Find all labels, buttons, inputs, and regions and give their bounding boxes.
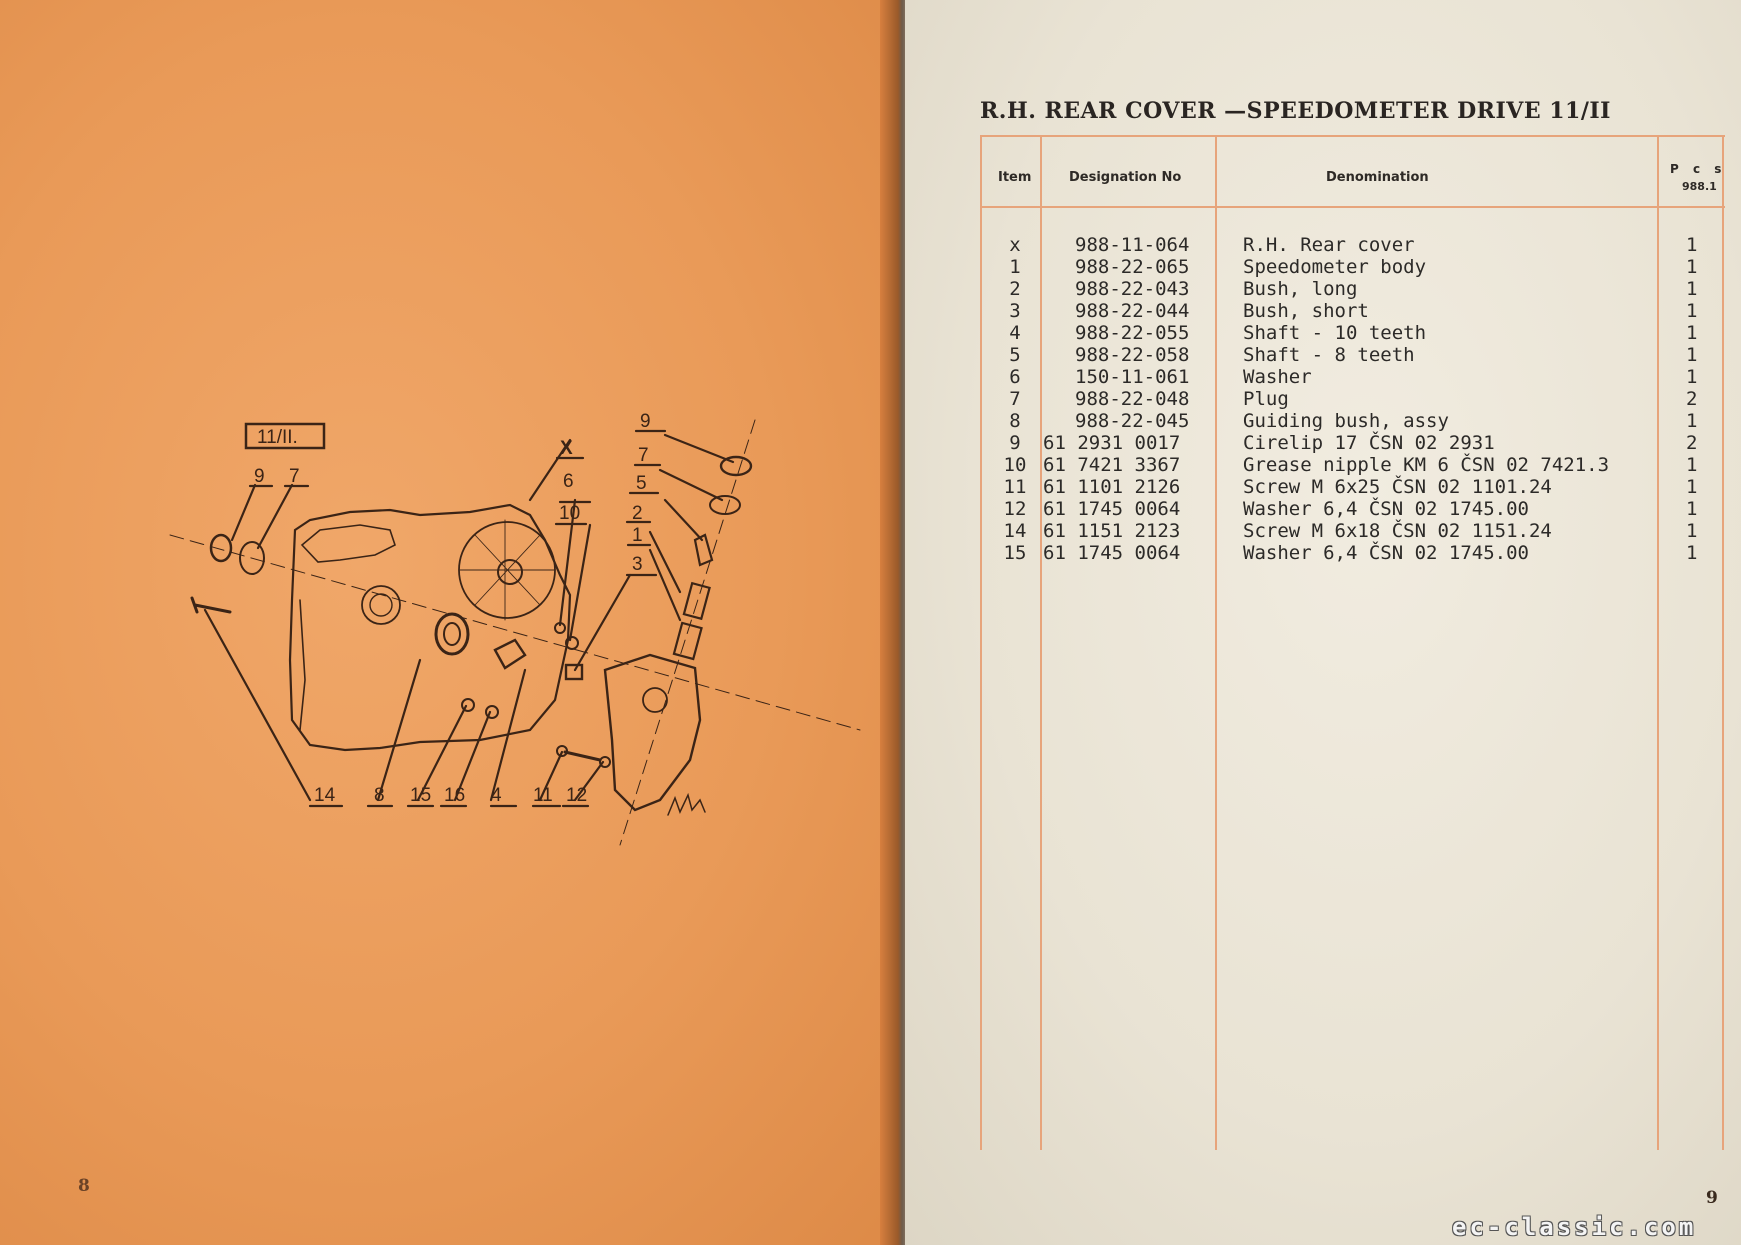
callout-10: 10	[559, 503, 581, 524]
table-row	[0, 344, 1741, 366]
table-top-rule	[980, 135, 1725, 137]
table-row	[0, 432, 1741, 454]
cell-qty: 1	[1686, 366, 1698, 388]
callout-4: 4	[491, 785, 502, 806]
callout-8: 8	[374, 785, 385, 806]
cell-qty: 2	[1686, 432, 1698, 454]
cell-item: 14	[1003, 520, 1027, 542]
table-row	[0, 278, 1741, 300]
table-row	[0, 454, 1741, 476]
cell-qty: 1	[1686, 322, 1698, 344]
cell-qty: 1	[1686, 476, 1698, 498]
callout-2: 2	[632, 503, 643, 524]
cell-item: 3	[1009, 300, 1021, 322]
cell-item: 5	[1009, 344, 1021, 366]
table-row	[0, 542, 1741, 564]
cell-designation: 988-22-048	[1075, 388, 1190, 410]
cell-qty: 1	[1686, 454, 1698, 476]
page-number-left: 8	[78, 1176, 90, 1196]
cell-denomination: Washer 6,4 ČSN 02 1745.00	[1243, 498, 1529, 520]
cell-designation: 150-11-061	[1075, 366, 1190, 388]
table-row	[0, 498, 1741, 520]
cell-denomination: Washer 6,4 ČSN 02 1745.00	[1243, 542, 1529, 564]
cell-denomination: Screw M 6x18 ČSN 02 1151.24	[1243, 520, 1552, 542]
table-row	[0, 410, 1741, 432]
cell-designation: 61 1101 2126	[1043, 476, 1181, 498]
header-pcs: P c s	[1670, 162, 1727, 176]
cell-item: 9	[1009, 432, 1021, 454]
cell-item: 11	[1003, 476, 1027, 498]
callout-7-right: 7	[638, 445, 649, 466]
cell-qty: 1	[1686, 498, 1698, 520]
table-row	[0, 256, 1741, 278]
speedometer-body	[605, 655, 700, 810]
cell-denomination: Bush, short	[1243, 300, 1369, 322]
cell-designation: 61 1745 0064	[1043, 498, 1181, 520]
cell-denomination: Bush, long	[1243, 278, 1358, 300]
cell-designation: 61 1151 2123	[1043, 520, 1181, 542]
cell-qty: 2	[1686, 388, 1698, 410]
cell-qty: 1	[1686, 234, 1698, 256]
cell-item: 1	[1009, 256, 1021, 278]
callout-1: 1	[632, 525, 643, 546]
callout-11: 11	[533, 785, 553, 806]
cell-qty: 1	[1686, 410, 1698, 432]
callout-x: X	[560, 438, 573, 459]
watermark: ec-classic.com	[1452, 1213, 1697, 1241]
cell-item: 15	[1003, 542, 1027, 564]
right-page	[905, 0, 1741, 1245]
cell-designation: 988-11-064	[1075, 234, 1190, 256]
cell-designation: 61 7421 3367	[1043, 454, 1181, 476]
cell-item: x	[1009, 234, 1021, 256]
cell-item: 7	[1009, 388, 1021, 410]
cell-qty: 1	[1686, 300, 1698, 322]
cell-denomination: Speedometer body	[1243, 256, 1427, 278]
cell-item: 2	[1009, 278, 1021, 300]
callout-12: 12	[566, 785, 588, 806]
cell-designation: 988-22-045	[1075, 410, 1190, 432]
cell-denomination: Plug	[1243, 388, 1289, 410]
callout-15: 15	[410, 785, 432, 806]
cell-denomination: Shaft - 10 teeth	[1243, 322, 1427, 344]
table-row	[0, 300, 1741, 322]
callout-9-right: 9	[640, 411, 651, 432]
table-row	[0, 366, 1741, 388]
cell-item: 12	[1003, 498, 1027, 520]
header-designation: Designation No	[1069, 170, 1182, 185]
cell-designation: 61 1745 0064	[1043, 542, 1181, 564]
cell-denomination: Shaft - 8 teeth	[1243, 344, 1415, 366]
cell-denomination: Screw M 6x25 ČSN 02 1101.24	[1243, 476, 1552, 498]
table-header-rule	[980, 206, 1725, 208]
callout-7-left: 7	[289, 466, 300, 487]
cell-designation: 988-22-043	[1075, 278, 1190, 300]
table-row	[0, 322, 1741, 344]
cell-designation: 988-22-065	[1075, 256, 1190, 278]
callout-5: 5	[636, 473, 647, 494]
cell-designation: 988-22-044	[1075, 300, 1190, 322]
cell-denomination: R.H. Rear cover	[1243, 234, 1415, 256]
cell-qty: 1	[1686, 278, 1698, 300]
cell-denomination: Grease nipple KM 6 ČSN 02 7421.3	[1243, 454, 1610, 476]
figure-label: 11/II.	[257, 427, 298, 448]
header-model: 988.1	[1682, 180, 1717, 193]
header-item: Item	[998, 170, 1032, 185]
cell-designation: 988-22-055	[1075, 322, 1190, 344]
callout-6: 6	[563, 471, 574, 492]
header-denomination: Denomination	[1326, 170, 1429, 185]
cell-qty: 1	[1686, 256, 1698, 278]
cell-item: 10	[1003, 454, 1027, 476]
guiding-bush	[436, 614, 468, 654]
cell-denomination: Washer	[1243, 366, 1312, 388]
cell-qty: 1	[1686, 344, 1698, 366]
cell-qty: 1	[1686, 542, 1698, 564]
cell-designation: 988-22-058	[1075, 344, 1190, 366]
cell-designation: 61 2931 0017	[1043, 432, 1181, 454]
cell-item: 4	[1009, 322, 1021, 344]
callout-3: 3	[632, 554, 643, 575]
callout-16: 16	[444, 785, 466, 806]
callout-9-left: 9	[254, 466, 265, 487]
callout-14: 14	[314, 785, 336, 806]
cell-denomination: Guiding bush, assy	[1243, 410, 1449, 432]
page-number-right: 9	[1706, 1188, 1718, 1208]
table-row	[0, 234, 1741, 256]
table-row	[0, 476, 1741, 498]
table-row	[0, 388, 1741, 410]
cell-qty: 1	[1686, 520, 1698, 542]
cell-item: 6	[1009, 366, 1021, 388]
cell-denomination: Cirelip 17 ČSN 02 2931	[1243, 432, 1495, 454]
table-row	[0, 520, 1741, 542]
page-title: R.H. REAR COVER —SPEEDOMETER DRIVE 11/II	[980, 98, 1611, 124]
cell-item: 8	[1009, 410, 1021, 432]
